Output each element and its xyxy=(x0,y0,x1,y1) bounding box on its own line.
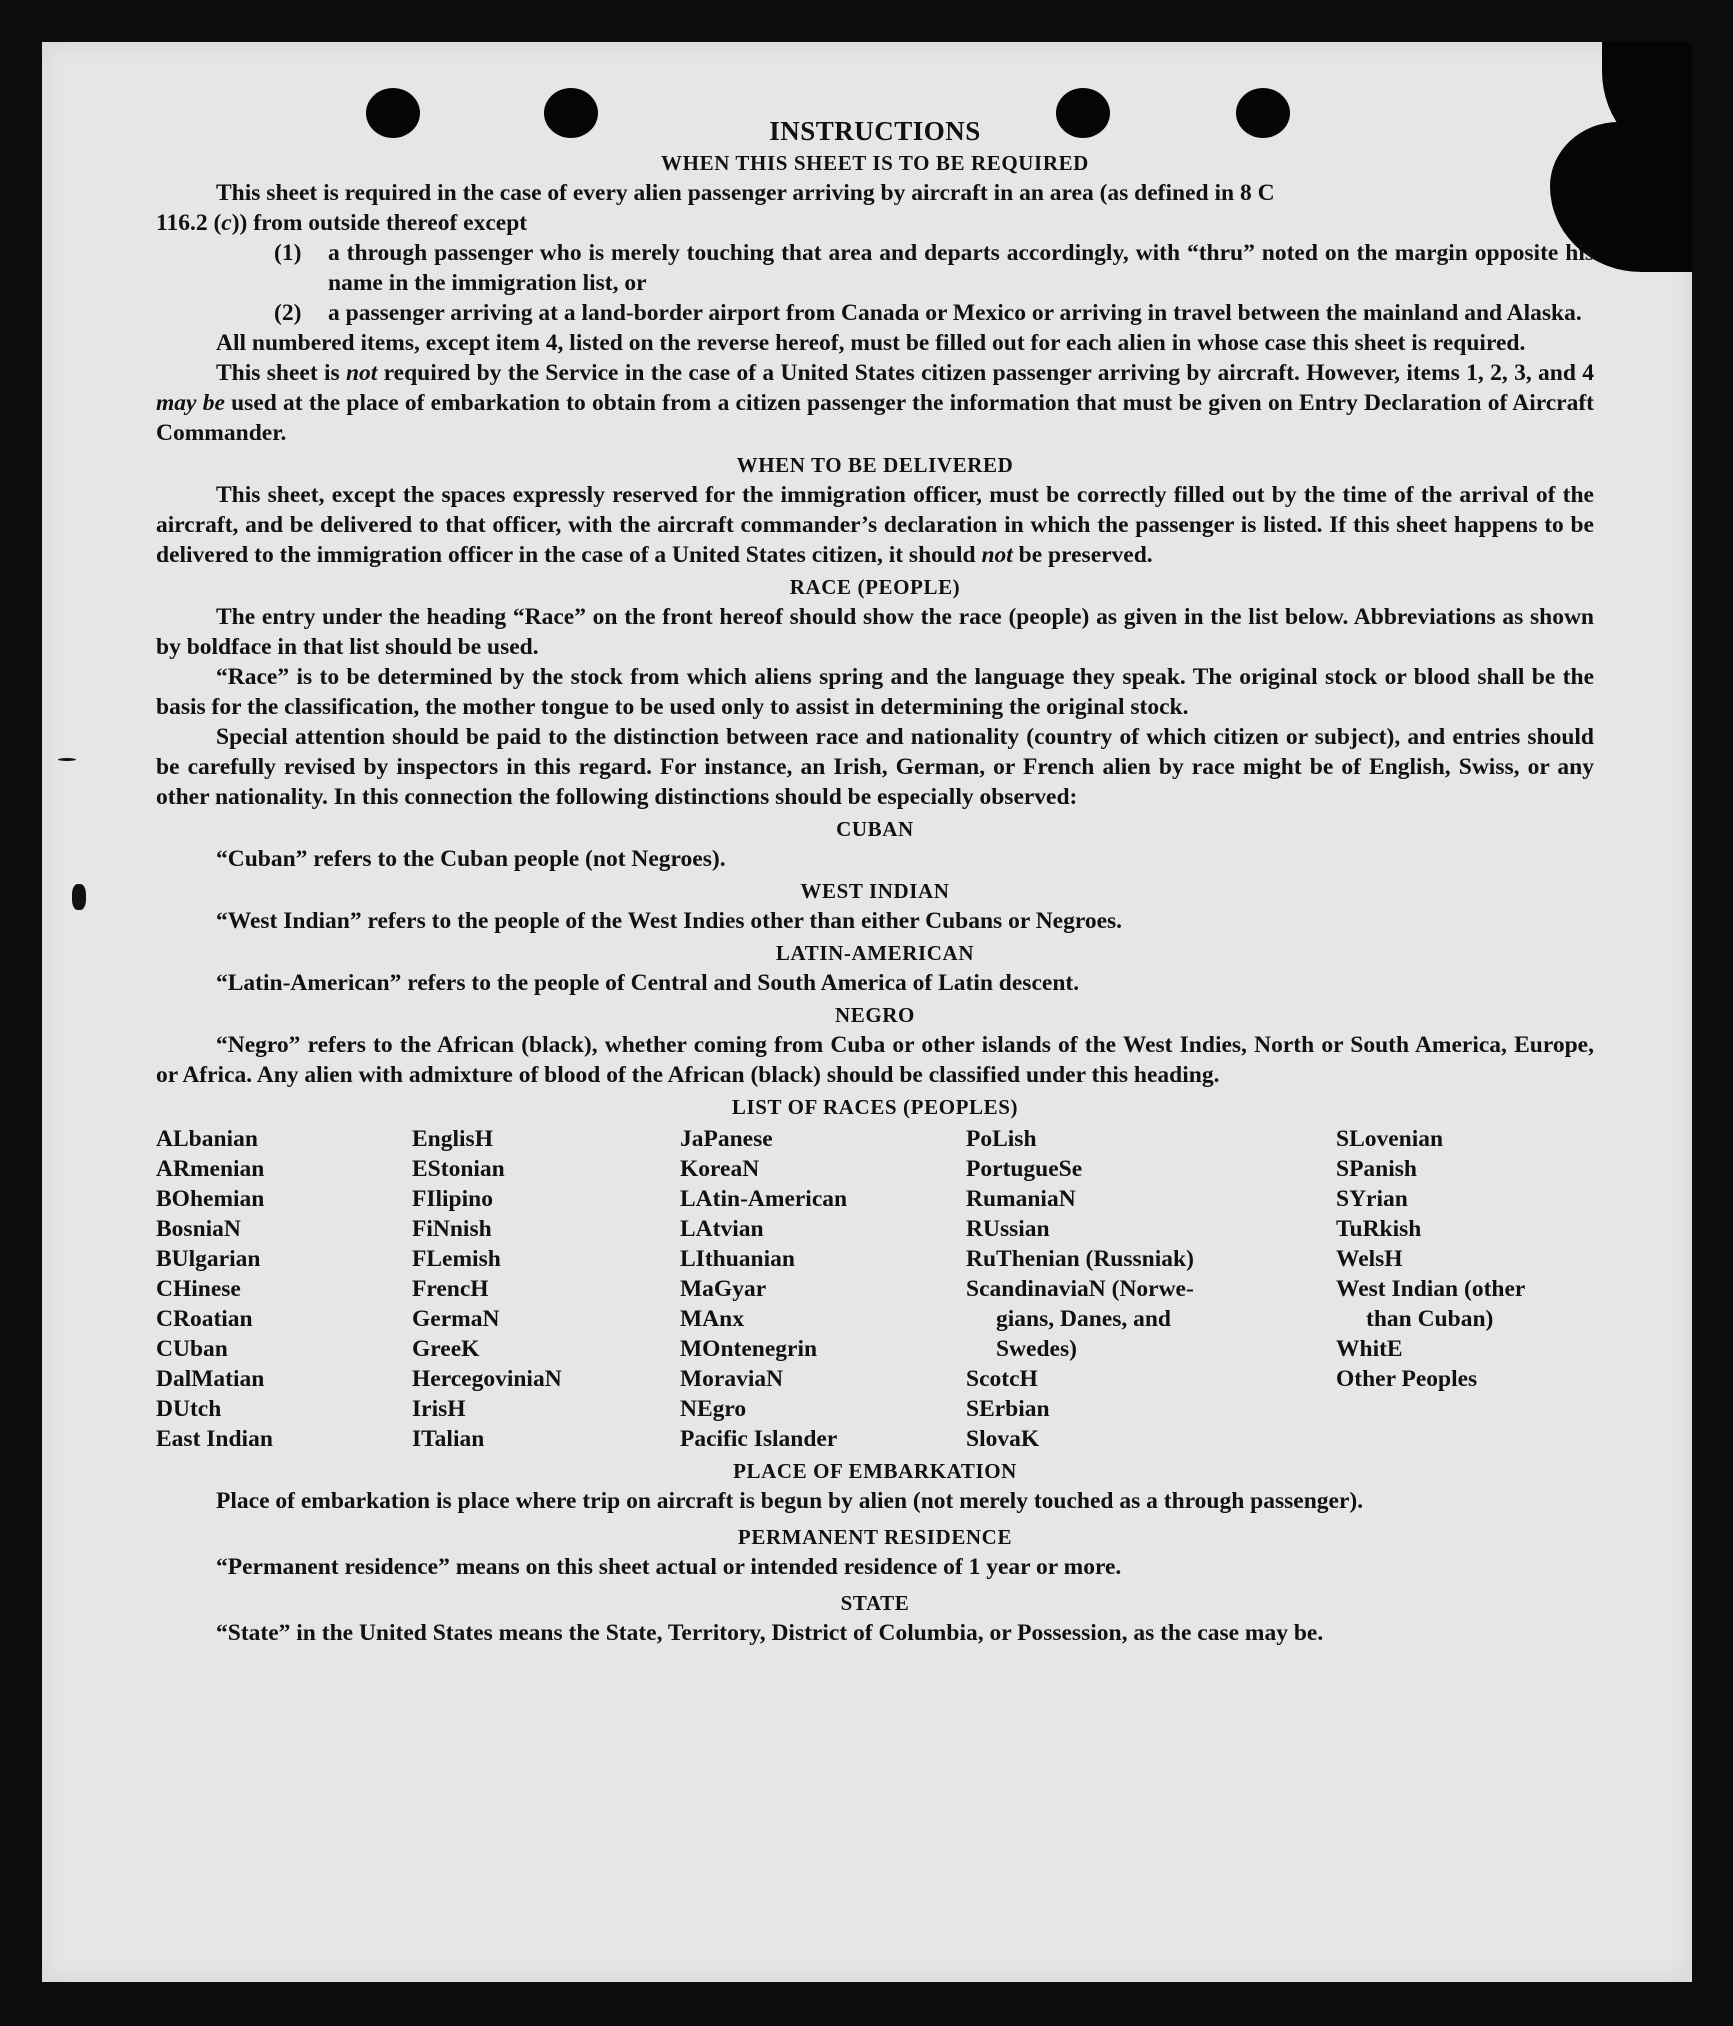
race-entry: West Indian (other xyxy=(1336,1276,1526,1302)
section-heading: LIST OF RACES (PEOPLES) xyxy=(731,1095,1019,1119)
race-entry: WhitE xyxy=(1336,1336,1403,1362)
section-heading: PERMANENT RESIDENCE xyxy=(737,1525,1013,1549)
race-entry: ScotcH xyxy=(966,1366,1038,1392)
race-entry: SPanish xyxy=(1336,1156,1417,1182)
race-column-2 xyxy=(412,1124,562,1454)
race-entry: IrisH xyxy=(412,1396,466,1422)
section-heading: WHEN TO BE DELIVERED xyxy=(736,453,1014,477)
race-entry: Swedes) xyxy=(996,1336,1077,1362)
race-entry: NEgro xyxy=(680,1396,747,1422)
paragraph: “Latin-American” refers to the people of Central and South America of Latin descent. xyxy=(216,970,1080,996)
race-entry: DalMatian xyxy=(156,1366,265,1392)
race-list xyxy=(156,1124,1594,1454)
list-item: (1) a through passenger who is merely touching that area and departs accordingly, with “thru” noted on the margin opposite his name in the immigration list, or xyxy=(274,240,1594,296)
race-entry: TuRkish xyxy=(1336,1216,1422,1242)
paragraph: “West Indian” refers to the people of the West Indies other than either Cubans or Negroes. xyxy=(216,908,1123,934)
race-entry: ScandinaviaN (Norwe- xyxy=(966,1276,1194,1302)
paragraph: The entry under the heading “Race” on the front hereof should show the race (people) as given in the list below. Abbreviations as shown by boldface in that list should be used. xyxy=(156,604,1594,660)
paragraph: “Permanent residence” means on this sheet actual or intended residence of 1 year or more. xyxy=(216,1554,1122,1580)
race-entry: EStonian xyxy=(412,1156,505,1182)
race-entry: MAnx xyxy=(680,1306,744,1332)
race-entry: East Indian xyxy=(156,1426,273,1452)
race-entry: LAtin-American xyxy=(680,1186,848,1212)
race-entry: FLemish xyxy=(412,1246,501,1272)
section-heading: PLACE OF EMBARKATION xyxy=(733,1459,1017,1483)
section-heading: LATIN-AMERICAN xyxy=(775,941,975,965)
race-column-4 xyxy=(966,1124,1194,1454)
race-entry: CRoatian xyxy=(156,1306,253,1332)
speck xyxy=(58,758,76,761)
section-heading: STATE xyxy=(840,1591,910,1615)
race-entry: CHinese xyxy=(156,1276,241,1302)
race-column-3 xyxy=(680,1124,847,1454)
race-entry: ALbanian xyxy=(156,1126,258,1152)
race-entry: FIlipino xyxy=(412,1186,493,1212)
paragraph: This sheet is not required by the Service in the case of a United States citizen passenger arriving by aircraft. However, items 1, 2, 3, and 4 may be used at the place of embarkation to obtain from a citizen passenger the information that must be given on Entry Declaration of Aircraft Commander. xyxy=(156,360,1594,446)
race-entry: BUlgarian xyxy=(156,1246,261,1272)
race-entry: PortugueSe xyxy=(966,1156,1083,1182)
race-entry: FrencH xyxy=(412,1276,489,1302)
race-entry: GreeK xyxy=(412,1336,480,1362)
race-entry: BosniaN xyxy=(156,1216,241,1242)
race-entry: KoreaN xyxy=(680,1156,760,1182)
page-title: INSTRUCTIONS xyxy=(769,116,981,146)
race-entry: DUtch xyxy=(156,1396,222,1422)
section-heading: CUBAN xyxy=(836,817,914,841)
paragraph: Place of embarkation is place where trip on aircraft is begun by alien (not merely touched as a through passenger). xyxy=(216,1488,1364,1514)
race-entry: ARmenian xyxy=(156,1156,265,1182)
race-entry: SErbian xyxy=(966,1396,1050,1422)
race-entry: RumaniaN xyxy=(966,1186,1076,1212)
paragraph: This sheet, except the spaces expressly reserved for the immigration officer, must be correctly filled out by the time of the arrival of the aircraft, and be delivered to that officer, with the aircraft commander’s declaration in which the passenger is listed. If this sheet happens to be delivered to the immigration officer in the case of a United States citizen, it should not be preserved. xyxy=(156,482,1594,568)
document-page xyxy=(42,42,1692,1982)
race-entry: Pacific Islander xyxy=(680,1426,838,1452)
section-heading: WEST INDIAN xyxy=(800,879,950,903)
section-heading: WHEN THIS SHEET IS TO BE REQUIRED xyxy=(661,151,1089,175)
race-entry: LIthuanian xyxy=(680,1246,795,1272)
paragraph: “Cuban” refers to the Cuban people (not Negroes). xyxy=(216,846,726,872)
race-entry: PoLish xyxy=(966,1126,1037,1152)
race-entry: BOhemian xyxy=(156,1186,265,1212)
section-heading: NEGRO xyxy=(834,1003,915,1027)
instructions-content xyxy=(156,116,1594,1648)
race-entry: LAtvian xyxy=(680,1216,764,1242)
race-column-1 xyxy=(156,1124,273,1454)
race-entry: ITalian xyxy=(412,1426,485,1452)
race-entry: JaPanese xyxy=(680,1126,773,1152)
paragraph: “Race” is to be determined by the stock from which aliens spring and the language they speak. The original stock or blood shall be the basis for the classification, the mother tongue to be used only to assist in determining the original stock. xyxy=(156,664,1594,720)
race-entry: than Cuban) xyxy=(1366,1306,1494,1332)
race-entry: MoraviaN xyxy=(680,1366,784,1392)
list-item: (2) a passenger arriving at a land-border airport from Canada or Mexico or arriving in travel between the mainland and Alaska. xyxy=(274,300,1582,326)
race-entry: RUssian xyxy=(966,1216,1050,1242)
race-entry: CUban xyxy=(156,1336,228,1362)
speck xyxy=(72,884,86,910)
race-entry: WelsH xyxy=(1336,1246,1403,1272)
race-entry: HercegoviniaN xyxy=(412,1366,562,1392)
race-entry: SlovaK xyxy=(966,1426,1040,1452)
paragraph: “State” in the United States means the State, Territory, District of Columbia, or Possession, as the case may be. xyxy=(216,1620,1324,1646)
paragraph-continuation: 116.2 (c)) from outside thereof except xyxy=(156,210,528,236)
race-entry: SLovenian xyxy=(1336,1126,1444,1152)
race-entry: MaGyar xyxy=(680,1276,767,1302)
paragraph: Special attention should be paid to the distinction between race and nationality (country of which citizen or subject), and entries should be carefully revised by inspectors in this regard. For instance, an Irish, German, or French alien by race might be of English, Swiss, or any other nationality. In this connection the following distinctions should be especially observed: xyxy=(156,724,1594,810)
section-heading: RACE (PEOPLE) xyxy=(789,575,961,599)
race-entry: SYrian xyxy=(1336,1186,1408,1212)
paragraph: “Negro” refers to the African (black), whether coming from Cuba or other islands of the West Indies, North or South America, Europe, or Africa. Any alien with admixture of blood of the African (black) should be classified under this heading. xyxy=(156,1032,1594,1088)
race-entry: FiNnish xyxy=(412,1216,492,1242)
race-entry: MOntenegrin xyxy=(680,1336,818,1362)
race-entry: EnglisH xyxy=(412,1126,493,1152)
race-entry: RuThenian (Russniak) xyxy=(966,1246,1194,1272)
race-entry: Other Peoples xyxy=(1336,1366,1478,1392)
paragraph: This sheet is required in the case of every alien passenger arriving by aircraft in an area (as defined in 8 C xyxy=(216,180,1275,206)
race-entry: gians, Danes, and xyxy=(996,1306,1171,1332)
race-column-5 xyxy=(1336,1124,1525,1394)
paragraph: All numbered items, except item 4, listed on the reverse hereof, must be filled out for each alien in whose case this sheet is required. xyxy=(216,330,1526,356)
race-entry: GermaN xyxy=(412,1306,500,1332)
